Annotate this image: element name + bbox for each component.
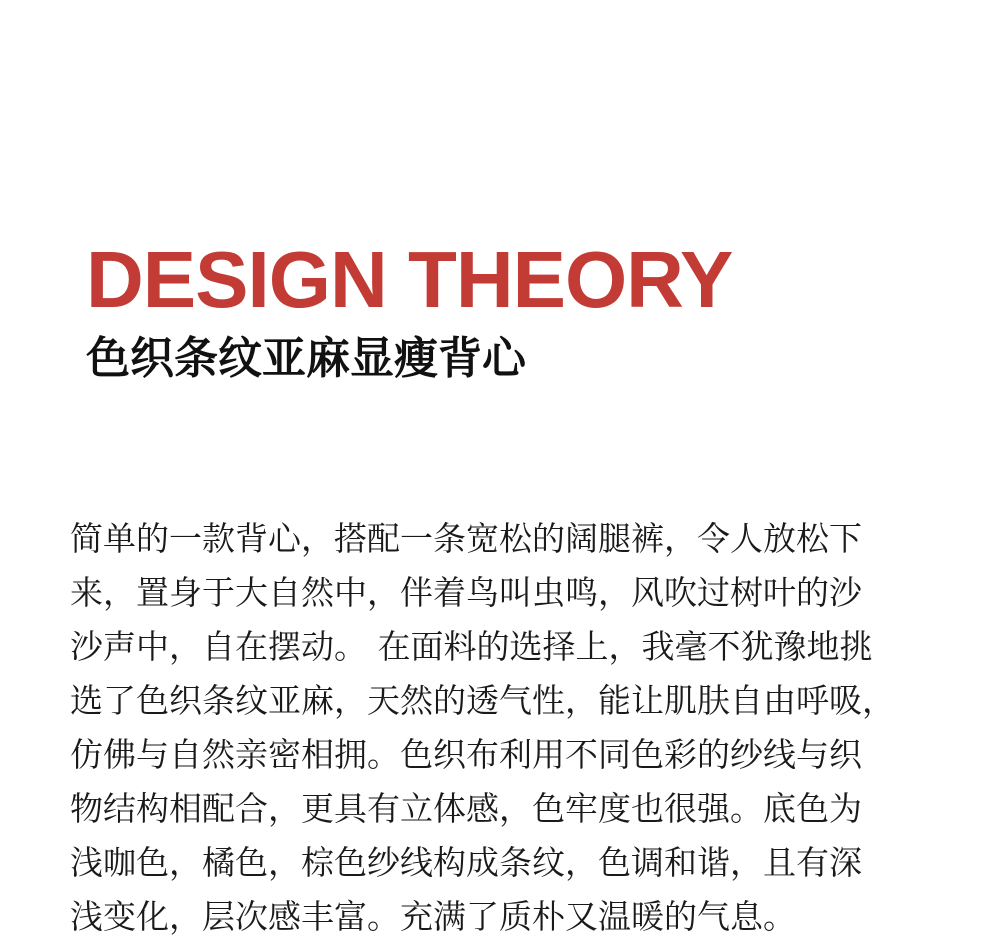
product-title: 色织条纹亚麻显瘦背心: [86, 333, 526, 384]
description-line: 物结构相配合，更具有立体感，色牢度也很强。底色为: [70, 789, 862, 828]
description-line: 浅咖色，橘色，棕色纱线构成条纹，色调和谐，且有深: [70, 843, 862, 882]
description-line: 沙声中，自在摆动。 在面料的选择上，我毫不犹豫地挑: [70, 627, 873, 666]
description-line: 来，置身于大自然中，伴着鸟叫虫鸣，风吹过树叶的沙: [70, 573, 862, 612]
design-theory-heading: DESIGN THEORY: [86, 235, 733, 324]
description-line: 简单的一款背心，搭配一条宽松的阔腿裤，令人放松下: [70, 519, 862, 558]
description-paragraph: [70, 512, 900, 944]
description-line: 浅变化，层次感丰富。充满了质朴又温暖的气息。: [70, 897, 796, 936]
description-line: 仿佛与自然亲密相拥。色织布利用不同色彩的纱线与织: [70, 735, 862, 774]
description-line: 选了色织条纹亚麻，天然的透气性，能让肌肤自由呼吸，: [70, 681, 895, 720]
